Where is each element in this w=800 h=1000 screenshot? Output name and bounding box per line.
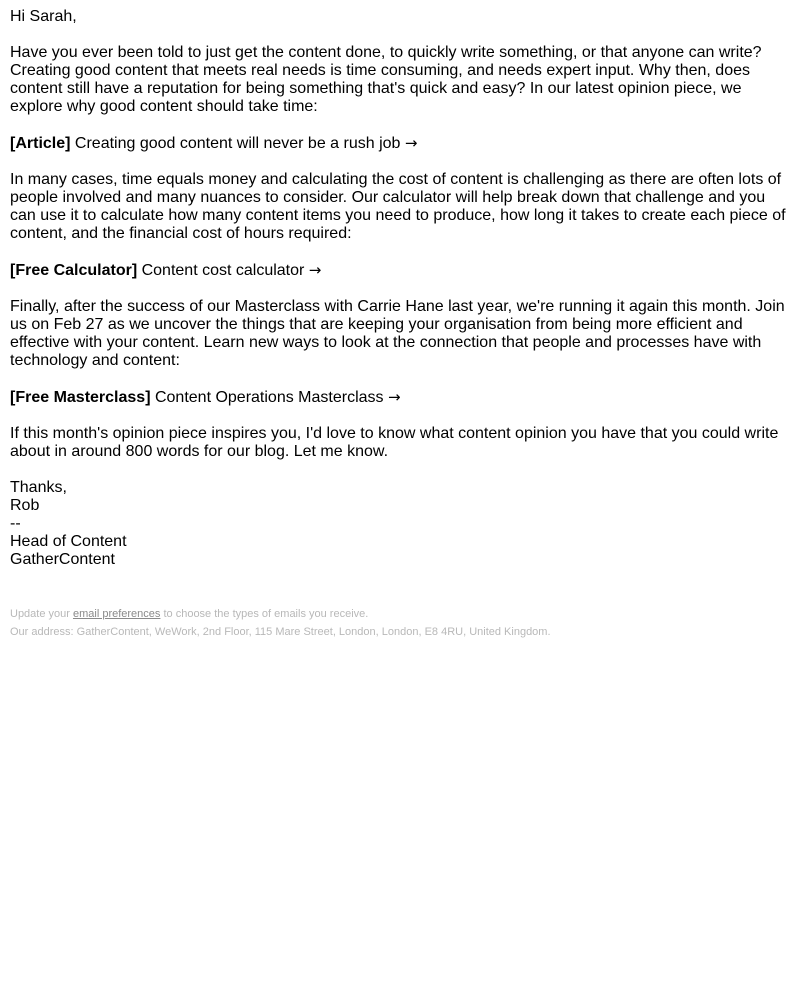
greeting: Hi Sarah,: [10, 8, 77, 25]
article-link[interactable]: [75, 135, 418, 152]
signature-thanks: Thanks,: [10, 479, 67, 496]
signature-separator: --: [10, 515, 21, 532]
signature-title: Head of Content: [10, 533, 127, 550]
masterclass-link-line: [10, 388, 790, 407]
signature: [10, 479, 790, 569]
preferences-text-before: Update your: [10, 608, 73, 620]
masterclass-link[interactable]: [155, 389, 401, 406]
calculator-link[interactable]: [142, 262, 322, 279]
arrow-right-icon: →: [387, 388, 401, 406]
email-body: [10, 8, 790, 569]
masterclass-tag: [Free Masterclass]: [10, 389, 151, 406]
calculator-tag: [Free Calculator]: [10, 262, 138, 279]
masterclass-link-text: Content Operations Masterclass: [154, 389, 384, 406]
calculator-paragraph: In many cases, time equals money and calculating the cost of content is challenging as there are often lots of people involved and many nuances to consider. Our calculator will help break down that challenge and you can use it to calculate how many content items you need to produce, how long it takes to create each piece of content, and the financial cost of hours required:: [10, 171, 786, 242]
closing-paragraph: If this month's opinion piece inspires you, I'd love to know what content opinion you have that you could write about in around 800 words for our blog. Let me know.: [10, 425, 779, 460]
article-tag: [Article]: [10, 135, 71, 152]
postal-address: Our address: GatherContent, WeWork, 2nd Floor, 115 Mare Street, London, London, E8 4RU, United Kingdom.: [10, 626, 551, 638]
email-preferences-link[interactable]: email preferences: [72, 608, 161, 620]
intro-paragraph: Have you ever been told to just get the content done, to quickly write something, or that anyone can write? Creating good content that meets real needs is time consuming, and needs expert input. Why then, does content still have a reputation for being something that's quick and easy? In our latest opinion piece, we explore why good content should take time:: [10, 44, 762, 115]
preferences-text-after: to choose the types of emails you receive.: [160, 608, 369, 620]
article-link-text: Creating good content will never be a rush job: [74, 135, 401, 152]
arrow-right-icon: →: [404, 134, 418, 152]
masterclass-paragraph: Finally, after the success of our Masterclass with Carrie Hane last year, we're running it again this month. Join us on Feb 27 as we uncover the things that are keeping your organisation from being more efficient and effective with your content. Learn new ways to look at the connection that people and processes have with technology and content:: [10, 298, 785, 369]
arrow-right-icon: →: [308, 261, 322, 279]
email-footer: [10, 605, 790, 641]
signature-name: Rob: [10, 497, 40, 514]
calculator-link-line: [10, 261, 790, 280]
preferences-line: [10, 605, 790, 623]
article-link-line: [10, 134, 790, 153]
signature-company: GatherContent: [10, 551, 115, 568]
calculator-link-text: Content cost calculator: [141, 262, 305, 279]
